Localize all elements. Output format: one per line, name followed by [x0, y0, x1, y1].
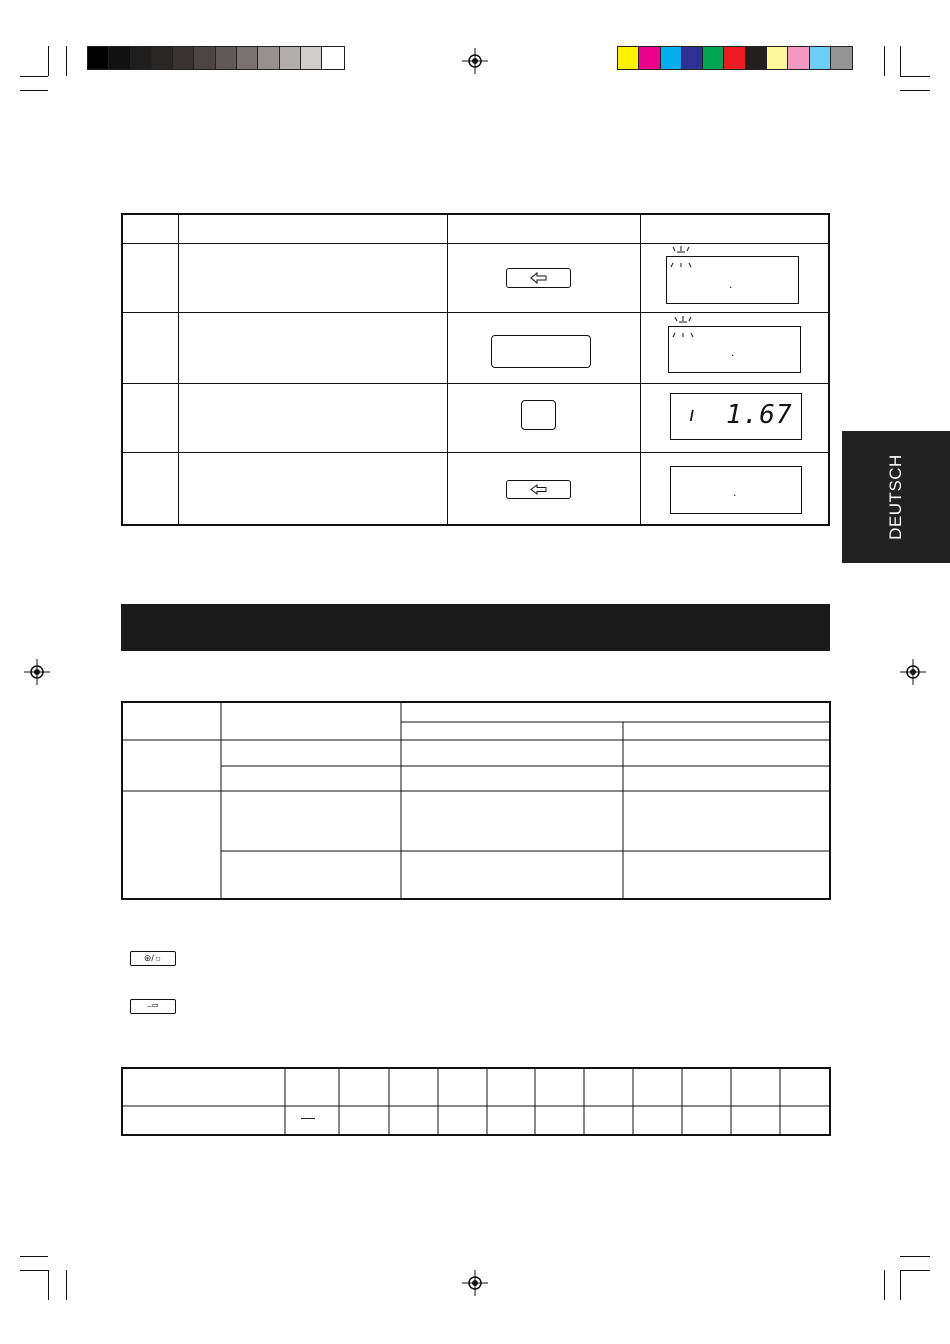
step-header-cell: [122, 214, 179, 243]
lcd-display-step3: [670, 393, 802, 440]
crop-mark-tl-h2: [20, 90, 48, 91]
crop-mark-tl-h: [20, 76, 48, 77]
lcd-display-step4: [670, 466, 802, 514]
crop-mark-bl-v2: [66, 1270, 67, 1300]
section-banner: [121, 604, 830, 651]
key-header-cell: [448, 214, 641, 243]
bottom-table-dash: —: [301, 1109, 315, 1125]
procedure-header-cell: [179, 214, 448, 243]
crop-mark-br-h2: [900, 1270, 930, 1271]
blink-indicator-icon: [669, 315, 709, 345]
color-swatch: [767, 47, 788, 69]
crop-mark-bl-h2: [20, 1270, 48, 1271]
arrow-enter-icon: [507, 269, 570, 287]
color-swatch: [682, 47, 703, 69]
card-key-glyph: ⎯▭: [147, 1001, 159, 1011]
color-swatch: [131, 47, 152, 69]
large-key-step2[interactable]: [491, 335, 591, 368]
color-swatch: [258, 47, 279, 69]
fan-sun-icon[interactable]: [130, 951, 176, 966]
crop-mark-br-v: [900, 1270, 901, 1300]
crop-mark-tr-v2: [884, 46, 885, 76]
color-swatch: [661, 47, 682, 69]
process-color-bar: [617, 46, 853, 70]
lcd-dot: .: [731, 345, 735, 359]
crop-mark-tr-h2: [900, 90, 930, 91]
crop-mark-tl-v2: [66, 46, 67, 76]
mode-key-glyph: ⊛/☼: [143, 953, 163, 963]
settings-table: [121, 701, 831, 900]
language-side-tab: [842, 431, 950, 563]
color-swatch: [152, 47, 173, 69]
color-swatch: [831, 47, 852, 69]
registration-mark-right: [900, 659, 926, 685]
registration-mark-bottom: [462, 1270, 488, 1296]
small-key-step3[interactable]: [521, 400, 556, 430]
arrow-enter-icon: [507, 481, 570, 498]
color-swatch: [301, 47, 322, 69]
color-swatch: [194, 47, 215, 69]
color-swatch: [703, 47, 724, 69]
card-icon[interactable]: [130, 999, 176, 1014]
color-swatch: [639, 47, 660, 69]
crop-mark-tr-h: [900, 76, 930, 77]
blink-indicator-icon: [667, 245, 707, 275]
lcd-prefix: ı: [689, 404, 695, 426]
color-swatch: [216, 47, 237, 69]
enter-button-step4[interactable]: [506, 480, 571, 499]
color-swatch: [788, 47, 809, 69]
lcd-display-step2: [668, 326, 801, 373]
grayscale-color-bar: [87, 46, 345, 70]
color-swatch: [109, 47, 130, 69]
lcd-value: 1.67: [726, 400, 793, 430]
lcd-display-step1: [666, 256, 799, 304]
color-swatch: [810, 47, 831, 69]
side-tab-label: DEUTSCH: [886, 454, 905, 540]
color-swatch: [724, 47, 745, 69]
color-swatch: [173, 47, 194, 69]
crop-mark-tl-v: [48, 46, 49, 76]
crop-mark-bl-h: [20, 1256, 48, 1257]
crop-mark-br-v2: [884, 1270, 885, 1300]
lcd-dot: .: [729, 277, 733, 291]
registration-mark-left: [24, 659, 50, 685]
color-swatch: [280, 47, 301, 69]
color-swatch: [618, 47, 639, 69]
bottom-table: [121, 1067, 831, 1137]
color-swatch: [322, 47, 343, 69]
color-swatch: [746, 47, 767, 69]
crop-mark-tr-v: [900, 46, 901, 76]
crop-mark-br-h: [900, 1256, 930, 1257]
color-swatch: [88, 47, 109, 69]
color-swatch: [237, 47, 258, 69]
registration-mark-top: [462, 48, 488, 74]
crop-mark-bl-v: [48, 1270, 49, 1300]
enter-button-step1[interactable]: [506, 268, 571, 288]
display-header-cell: [641, 214, 830, 243]
lcd-dot: .: [733, 485, 737, 499]
